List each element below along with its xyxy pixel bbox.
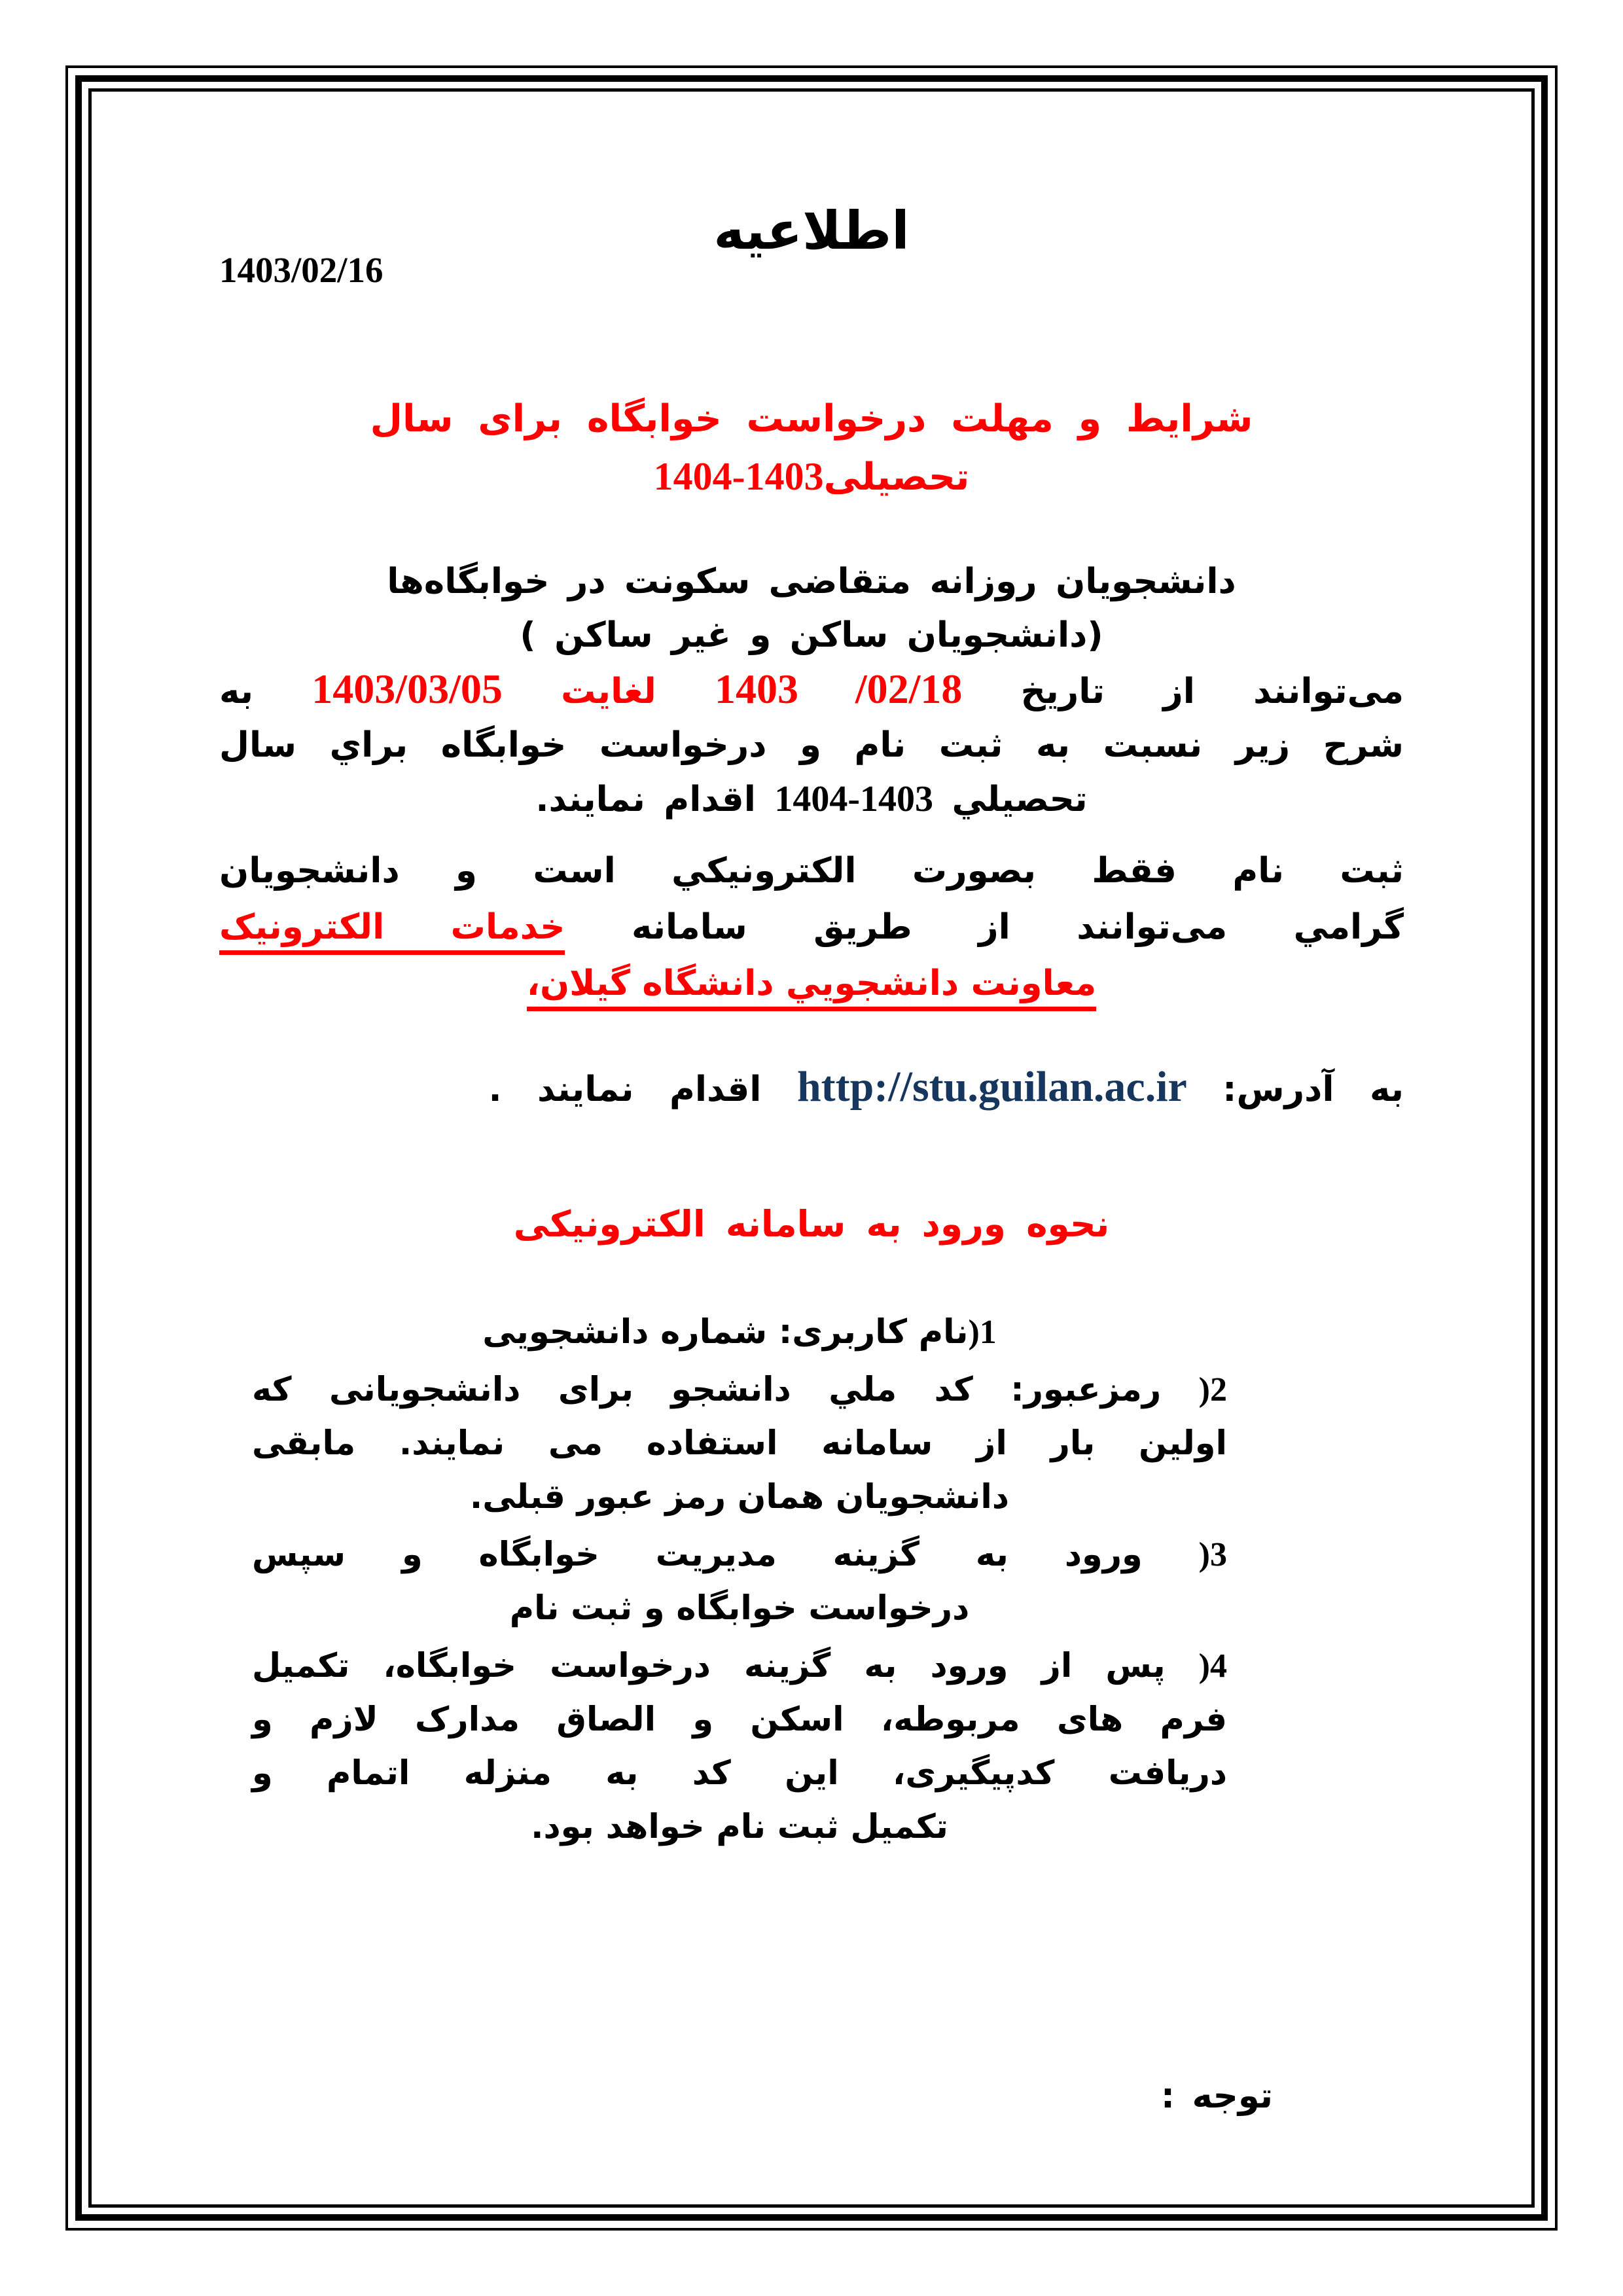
eligibility-line2: (دانشجویان ساکن و غیر ساکن ) (520, 615, 1103, 655)
address-label: به آدرس: (1222, 1069, 1404, 1109)
registration-line1: ثبت نام فقط بصورت الکترونیکي است و دانشجویان (219, 851, 1404, 891)
e-services-link-text[interactable]: خدمات الکترونیک (219, 907, 565, 955)
eligibility-line4: شرح زیر نسبت به ثبت نام و درخواست خوابگاه براي سال (219, 725, 1404, 765)
step-4-line-4: تکمیل ثبت نام خواهد بود. (531, 1808, 948, 1846)
academic-year-word: تحصیلی (823, 456, 970, 499)
stu-portal-link[interactable]: http://stu.guilan.ac.ir (796, 1063, 1187, 1111)
step-4-marker: 4( (1198, 1647, 1227, 1685)
page-border-inner (88, 88, 1535, 2208)
window-until-word: لغایت (561, 672, 656, 711)
step-3-marker: 3( (1198, 1536, 1227, 1573)
note-label: توجه : (1160, 2076, 1273, 2116)
step-2 (252, 1363, 1227, 1524)
step-1 (252, 1306, 1227, 1359)
conditions-heading (219, 390, 1404, 506)
year-range: 1403-1404 (774, 779, 933, 819)
step-4-line-2: فرم های مربوطه، اسکن و الصاق مدارک لازم و (252, 1700, 1227, 1739)
registration-line3 (219, 956, 1404, 1012)
page-title: اطلاعیه (713, 200, 910, 261)
window-pre-text: می‌توانند از تاریخ (1020, 672, 1404, 711)
address-line (219, 1054, 1404, 1122)
address-post-text: اقدام نمایند . (488, 1069, 762, 1109)
proceed-text: اقدام نمایند. (535, 780, 756, 819)
eligibility-line1: دانشجویان روزانه متقاضی سکونت در خوابگاه‌ها (387, 562, 1236, 601)
window-post-text: به (219, 672, 254, 711)
document-content (92, 92, 1531, 2204)
step-3 (252, 1528, 1227, 1636)
step-2-marker: 2( (1198, 1371, 1227, 1408)
eligibility-line5 (219, 772, 1404, 827)
registration-line2-pre: گرامي می‌توانند از طریق سامانه (631, 907, 1404, 947)
step-1-line-1 (252, 1306, 1227, 1359)
page-border-thick (75, 75, 1548, 2221)
eligibility-paragraph (219, 555, 1404, 827)
step-2-line-1 (252, 1363, 1227, 1417)
registration-window-line (219, 662, 1404, 719)
step-1-text: نام کاربری: شماره دانشجویی (482, 1313, 969, 1352)
window-start-date: 02/18/ 1403 (715, 666, 963, 712)
registration-line2 (219, 899, 1404, 956)
step-3-text: ورود به گزینه مدیریت خوابگاه و سپس (252, 1535, 1143, 1574)
registration-paragraph (219, 843, 1404, 1012)
conditions-heading-line2 (219, 448, 1404, 506)
step-4-line-1 (252, 1640, 1227, 1693)
step-4-text: پس از ورود به گزینه درخواست خوابگاه، تکمیل (252, 1647, 1166, 1685)
login-steps-list (252, 1306, 1227, 1854)
page-border-outer (65, 65, 1558, 2231)
login-heading: نحوه ورود به سامانه الکترونیکی (513, 1203, 1110, 1245)
window-end-date: 1403/03/05 (312, 666, 503, 712)
conditions-heading-line1: شرایط و مهلت درخواست خوابگاه برای سال (370, 397, 1253, 440)
step-3-line-2: درخواست خوابگاه و ثبت نام (509, 1589, 970, 1628)
student-affairs-link-text[interactable]: معاونت دانشجویي دانشگاه گیلان، (527, 963, 1096, 1011)
step-2-line-3: دانشجویان همان رمز عبور قبلی. (469, 1478, 1010, 1516)
step-4 (252, 1640, 1227, 1854)
step-4-line-3: دریافت کدپیگیری، این کد به منزله اتمام و (252, 1754, 1227, 1793)
step-2-line-2: اولین بار از سامانه استفاده می نمایند. مابقی (252, 1424, 1227, 1463)
step-2-text: رمزعبور: کد ملي دانشجو برای دانشجویانی که (252, 1371, 1162, 1409)
year-word: تحصیلي (952, 780, 1088, 819)
step-1-marker: 1( (968, 1314, 997, 1351)
issue-date: 1403/02/16 (219, 250, 383, 290)
step-3-line-1 (252, 1528, 1227, 1582)
academic-year-range: 1403-1404 (653, 455, 824, 498)
